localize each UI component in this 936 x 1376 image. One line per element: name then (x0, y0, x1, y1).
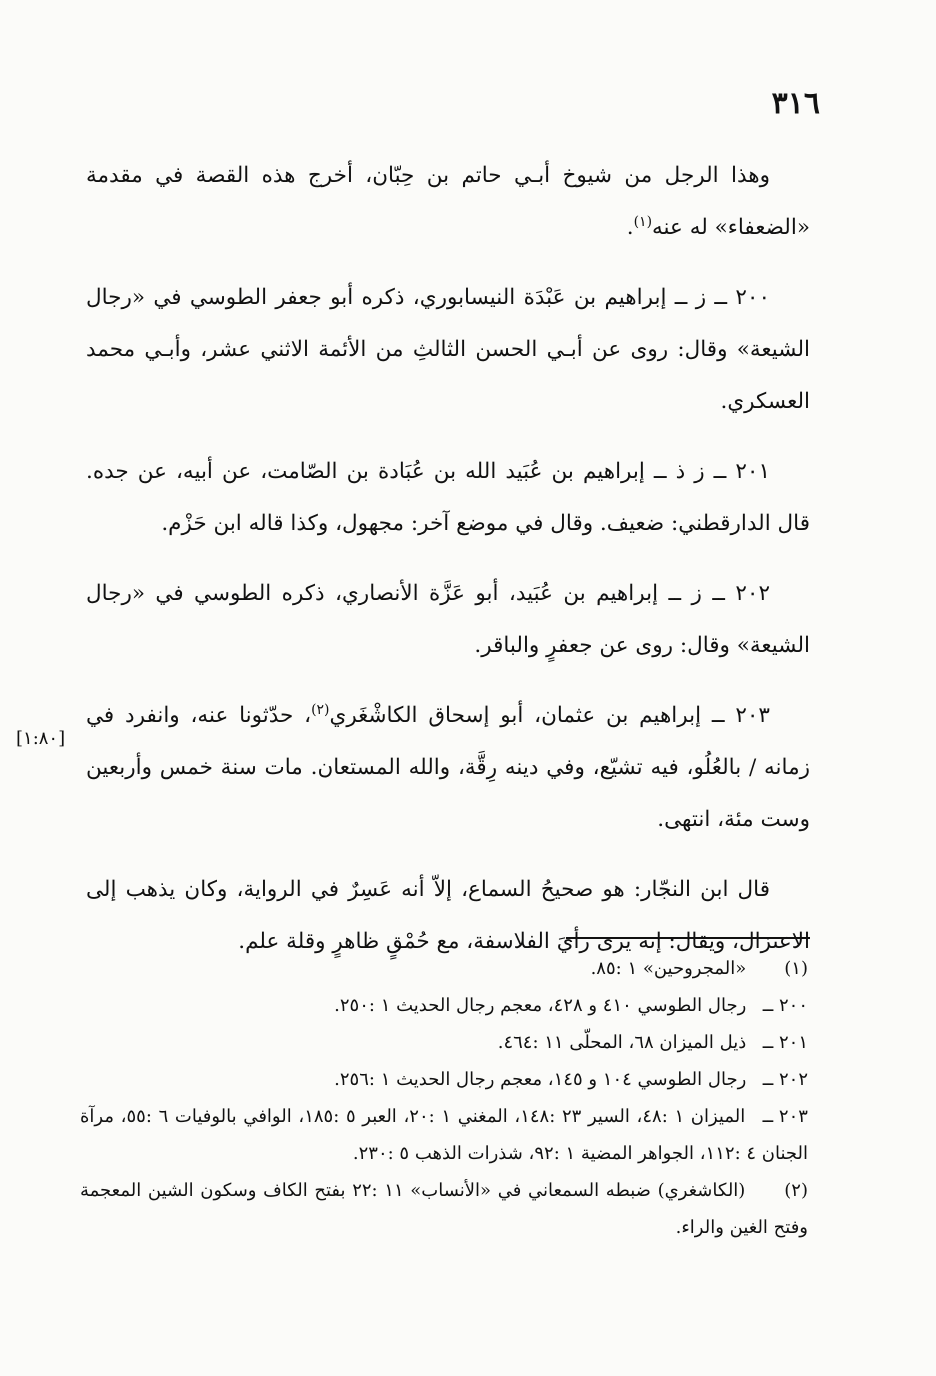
footnote-text: رجال الطوسي ٤١٠ و ٤٢٨، معجم رجال الحديث ١ :٢٥٠. (334, 995, 747, 1016)
paragraph-text: ٢٠١ ــ ز ذ ــ إبراهيم بن عُبَيد الله بن عُبَادة بن الصّامت، عن أبيه، عن جده. قال الدارقطني: ضعيف. وقال في موضع آخر: مجهول، وكذا قاله ابن حَزْم. (86, 459, 810, 536)
entry-202 (86, 568, 810, 672)
paragraph-tail: . (626, 215, 634, 240)
footnote (80, 1061, 808, 1098)
margin-note: [١:٨٠] (16, 728, 66, 749)
footnote-text: «المجروحين» ١ :٨٥. (590, 958, 747, 979)
footnote-text: (الكاشغري) ضبطه السمعاني في «الأنساب» ١١ :٢٢ بفتح الكاف وسكون الشين المعجمة وفتح الغين والراء. (80, 1180, 808, 1238)
footnote-tag: ٢٠٢ ــ (762, 1069, 808, 1090)
footnotes (80, 950, 808, 1246)
footnote-tag: (٢) (784, 1180, 808, 1201)
paragraph (86, 150, 810, 254)
footnote-tag: ٢٠١ ــ (762, 1032, 808, 1053)
entry-200 (86, 272, 810, 428)
paragraph-text: ٢٠٣ ــ إبراهيم بن عثمان، أبو إسحاق الكاشْغَري (329, 703, 770, 728)
paragraph-text: ٢٠٠ ــ ز ــ إبراهيم بن عَبْدَة النيسابوري، ذكره أبو جعفر الطوسي في «رجال الشيعة» وقال: روى عن أبـي الحسن الثالثِ من الأئمة الاثني عشر، وأبـي محمد العسكري. (86, 285, 810, 414)
footnote (80, 987, 808, 1024)
footnote (80, 1172, 808, 1246)
footnote-text: الميزان ١ :٤٨، السير ٢٣ :١٤٨، المغني ١ :٢٠، العبر ٥ :١٨٥، الوافي بالوفيات ٦ :٥٥، مرآة الجنان ٤ :١١٢، الجواهر المضية ١ :٩٢، شذرات الذهب ٥ :٢٣٠. (80, 1106, 808, 1164)
paragraph-text: وهذا الرجل من شيوخ أبـي حاتم بن حِبّان، أخرج هذه القصة في مقدمة «الضعفاء» له عنه (86, 163, 810, 240)
footnote (80, 1024, 808, 1061)
paragraph-text: ٢٠٢ ــ ز ــ إبراهيم بن عُبَيد، أبو عَزَّة الأنصاري، ذكره الطوسي في «رجال الشيعة» وقال: روى عن جعفرٍ والباقر. (86, 581, 810, 658)
main-text (86, 150, 810, 986)
paragraph-text: قال ابن النجّار: هو صحيحُ السماع، إلاّ أنه عَسِرٌ في الرواية، وكان يذهب إلى الاعتزال، ويقال: إنه يرى رأيَ الفلاسفة، مع حُمْقٍ ظاهرٍ وقلة علم. (86, 877, 810, 954)
footnote-ref: (١) (633, 213, 653, 230)
footnote (80, 950, 808, 987)
footnote (80, 1098, 808, 1172)
footnote-tag: (١) (784, 958, 808, 979)
footnote-ref: (٢) (311, 701, 330, 718)
footnote-text: ذيل الميزان ٦٨، المحلّى ١١ :٤٦٤. (497, 1032, 747, 1053)
paragraph-tail: ، حدّثونا عنه، وانفرد في زمانه / بالعُلُو، فيه تشيّع، وفي دينه رِقَّة، والله المستعان. مات سنة خمس وأربعين وست مئة، انتهى. (86, 703, 810, 832)
page-number: ٣١٦ (771, 86, 820, 121)
entry-201 (86, 446, 810, 550)
footnote-tag: ٢٠٠ ــ (762, 995, 808, 1016)
footnote-text: رجال الطوسي ١٠٤ و ١٤٥، معجم رجال الحديث ١ :٢٥٦. (334, 1069, 747, 1090)
footnote-divider (566, 937, 810, 939)
entry-203 (86, 690, 810, 846)
footnote-tag: ٢٠٣ ــ (762, 1106, 808, 1127)
